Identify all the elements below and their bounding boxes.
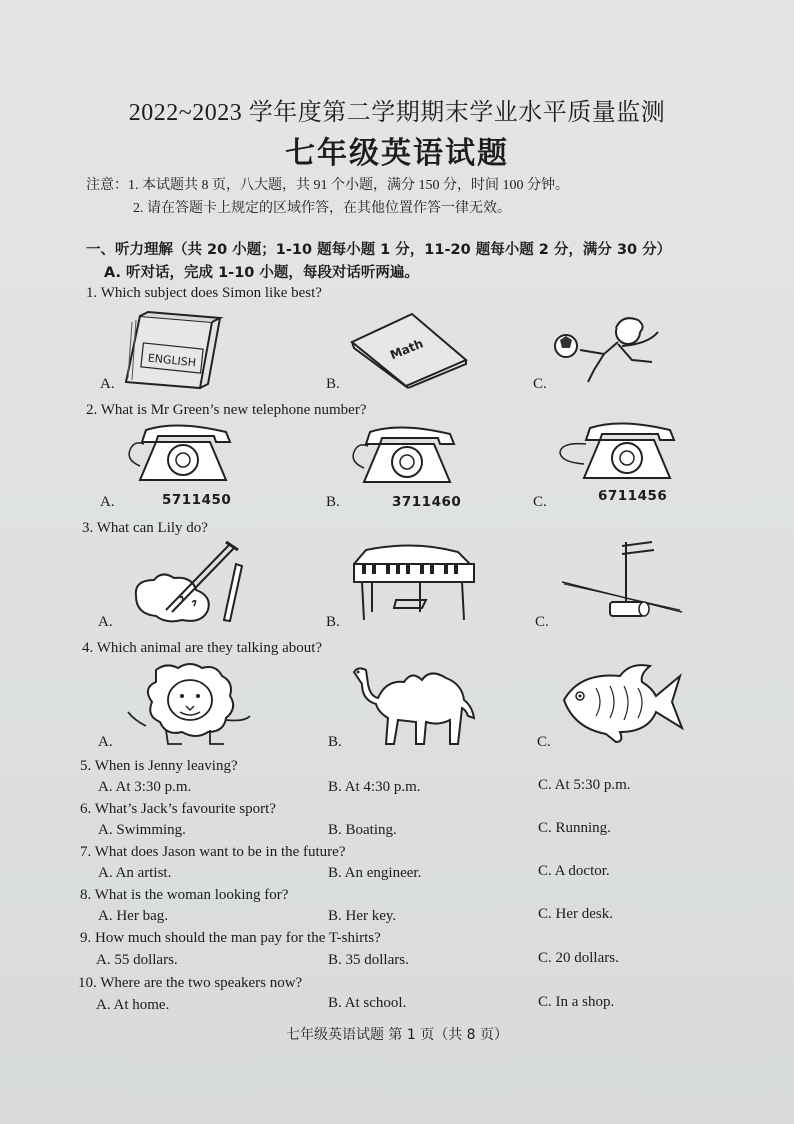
- q4-option-c-label: C.: [537, 734, 551, 750]
- notice-line-1: 注意：1. 本试题共 8 页，八大题，共 91 个小题，满分 150 分，时间 100 分钟。: [86, 178, 569, 193]
- q5-option-a: A. At 3:30 p.m.: [98, 779, 192, 795]
- question-1: 1. Which subject does Simon like best?: [86, 285, 322, 301]
- erhu-icon: [560, 538, 684, 622]
- exam-title: 2022~2023 学年度第二学期期末学业水平质量监测: [128, 100, 666, 126]
- camel-icon: [350, 664, 482, 748]
- question-5: 5. When is Jenny leaving?: [80, 758, 238, 774]
- q4-option-a-label: A.: [98, 734, 113, 750]
- q8-option-c: C. Her desk.: [538, 906, 613, 922]
- phone-number-b: 3711460: [392, 494, 462, 510]
- english-book-icon: [120, 308, 225, 390]
- question-7: 7. What does Jason want to be in the future?: [80, 844, 346, 860]
- telephone-c-icon: [556, 418, 682, 486]
- q8-option-b: B. Her key.: [328, 908, 397, 924]
- q10-option-b: B. At school.: [328, 995, 407, 1011]
- q1-option-c-label: C.: [533, 376, 547, 392]
- telephone-a-icon: [126, 420, 238, 488]
- question-6: 6. What’s Jack’s favourite sport?: [80, 801, 276, 817]
- q4-option-b-label: B.: [328, 734, 342, 750]
- question-2: 2. What is Mr Green’s new telephone number?: [86, 402, 367, 418]
- q8-option-a: A. Her bag.: [98, 908, 168, 924]
- fish-icon: [560, 658, 684, 744]
- phone-number-c: 6711456: [598, 488, 668, 504]
- english-book-label: ENGLISH: [147, 351, 197, 370]
- question-9: 9. How much should the man pay for the T-shirts?: [80, 930, 381, 946]
- question-8: 8. What is the woman looking for?: [80, 887, 289, 903]
- q7-option-b: B. An engineer.: [328, 865, 422, 881]
- part-a-instruction: A. 听对话，完成 1-10 小题，每段对话听两遍。: [104, 265, 419, 281]
- q6-option-b: B. Boating.: [328, 822, 397, 838]
- q2-option-a-label: A.: [100, 494, 115, 510]
- q7-option-a: A. An artist.: [98, 865, 172, 881]
- football-player-icon: [552, 310, 664, 386]
- q2-option-b-label: B.: [326, 494, 340, 510]
- question-10: 10. Where are the two speakers now?: [78, 975, 303, 991]
- q3-option-a-label: A.: [98, 614, 113, 630]
- q1-option-b-label: B.: [326, 376, 340, 392]
- q2-option-c-label: C.: [533, 494, 547, 510]
- phone-number-a: 5711450: [162, 492, 232, 508]
- piano-icon: [350, 540, 478, 624]
- q10-option-a: A. At home.: [96, 997, 170, 1013]
- telephone-b-icon: [350, 422, 462, 490]
- q6-option-c: C. Running.: [538, 820, 611, 836]
- q10-option-c: C. In a shop.: [538, 994, 615, 1010]
- q7-option-c: C. A doctor.: [538, 863, 610, 879]
- question-4: 4. Which animal are they talking about?: [82, 640, 323, 656]
- exam-subtitle: 七年级英语试题: [285, 137, 509, 170]
- q9-option-c: C. 20 dollars.: [538, 950, 619, 966]
- q9-option-a: A. 55 dollars.: [96, 952, 178, 968]
- section-heading: 一、听力理解（共 20 小题；1-10 题每小题 1 分，11-20 题每小题 2 分，满分 30 分）: [86, 242, 672, 258]
- q3-option-b-label: B.: [326, 614, 340, 630]
- math-book-label: Math: [388, 336, 426, 363]
- question-3: 3. What can Lily do?: [82, 520, 208, 536]
- q9-option-b: B. 35 dollars.: [328, 952, 409, 968]
- notice-line-2: 2. 请在答题卡上规定的区域作答，在其他位置作答一律无效。: [133, 201, 511, 216]
- q3-option-c-label: C.: [535, 614, 549, 630]
- q1-option-a-label: A.: [100, 376, 115, 392]
- q5-option-b: B. At 4:30 p.m.: [328, 779, 421, 795]
- lion-icon: [126, 660, 256, 746]
- math-book-icon: [350, 312, 468, 388]
- violin-icon: [126, 540, 254, 624]
- q5-option-c: C. At 5:30 p.m.: [538, 777, 631, 793]
- q6-option-a: A. Swimming.: [98, 822, 186, 838]
- page-footer: 七年级英语试题 第 1 页（共 8 页）: [285, 1027, 509, 1043]
